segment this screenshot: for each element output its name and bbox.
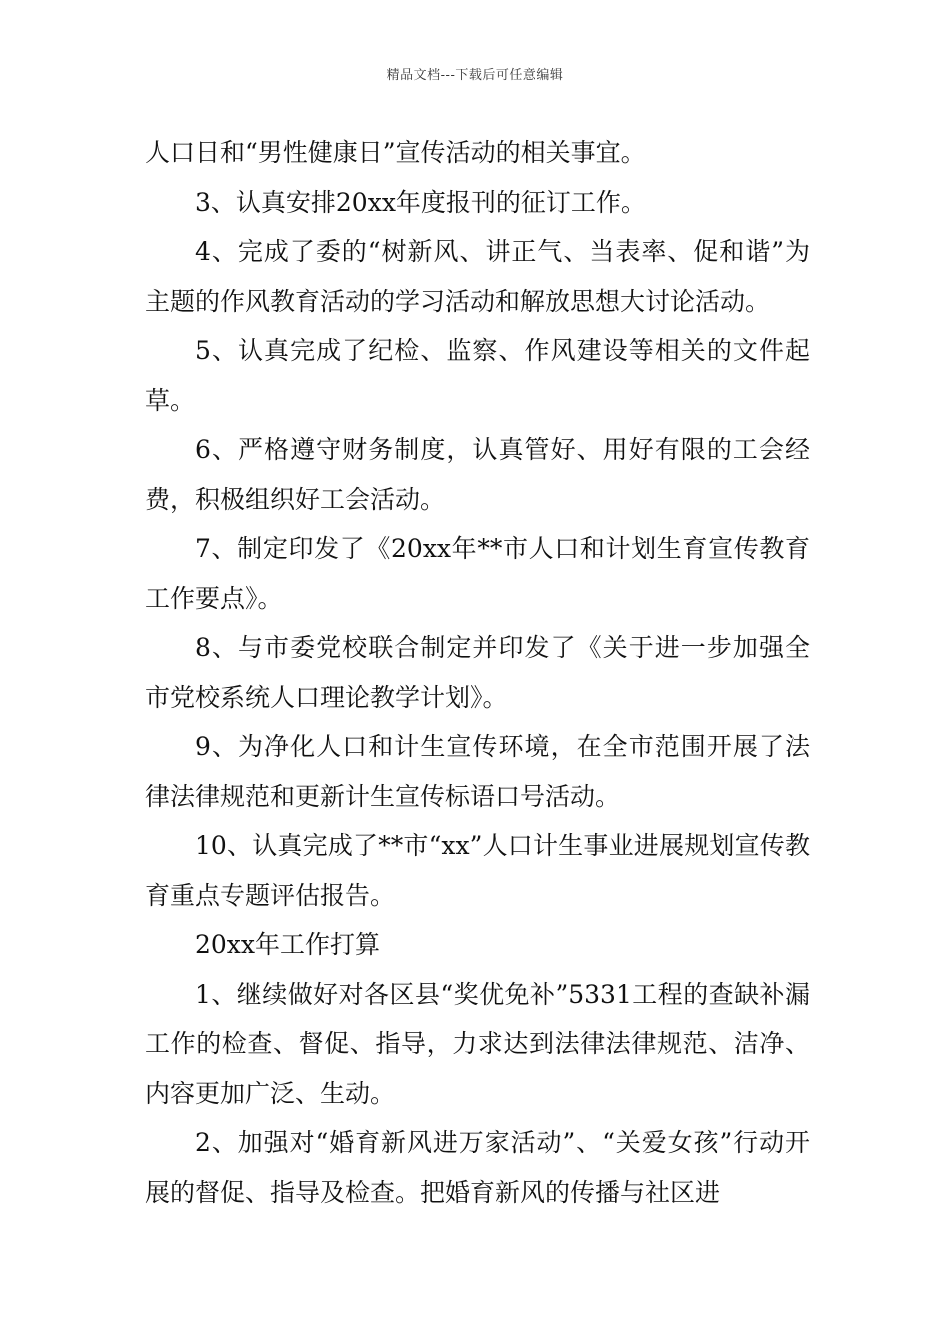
document-body — [145, 128, 810, 1217]
section-heading: 20xx年工作打算 — [195, 930, 381, 959]
paragraph-item-7: 7、制定印发了《20xx年**市人口和计划生育宣传教育工作要点》。 — [145, 534, 810, 613]
paragraph-item-8: 8、与市委党校联合制定并印发了《关于进一步加强全市党校系统人口理论教学计划》。 — [145, 633, 810, 712]
paragraph-item-9: 9、为净化人口和计生宣传环境，在全市范围开展了法律法律规范和更新计生宣传标语口号活动。 — [145, 732, 810, 811]
paragraph-item-10: 10、认真完成了**市“xx”人口计生事业进展规划宣传教育重点专题评估报告。 — [145, 831, 810, 910]
paragraph-item-6: 6、严格遵守财务制度，认真管好、用好有限的工会经费，积极组织好工会活动。 — [145, 435, 810, 514]
plan-item-1: 1、继续做好对各区县“奖优免补”5331工程的查缺补漏工作的检查、督促、指导，力求达到法律法律规范、洁净、内容更加广泛、生动。 — [145, 979, 810, 1108]
page-header: 精品文档---下载后可任意编辑 — [386, 68, 564, 83]
paragraph-continuation: 人口日和“男性健康日”宣传活动的相关事宜。 — [145, 138, 646, 167]
paragraph-item-3: 3、认真安排20xx年度报刊的征订工作。 — [195, 187, 646, 217]
paragraph-item-4: 4、完成了委的“树新风、讲正气、当表率、促和谐”为主题的作风教育活动的学习活动和解放思想大讨论活动。 — [145, 237, 810, 316]
plan-item-2: 2、加强对“婚育新风进万家活动”、“关爱女孩”行动开展的督促、指导及检查。把婚育新风的传播与社区进 — [145, 1128, 810, 1207]
paragraph-item-5: 5、认真完成了纪检、监察、作风建设等相关的文件起草。 — [145, 336, 810, 415]
